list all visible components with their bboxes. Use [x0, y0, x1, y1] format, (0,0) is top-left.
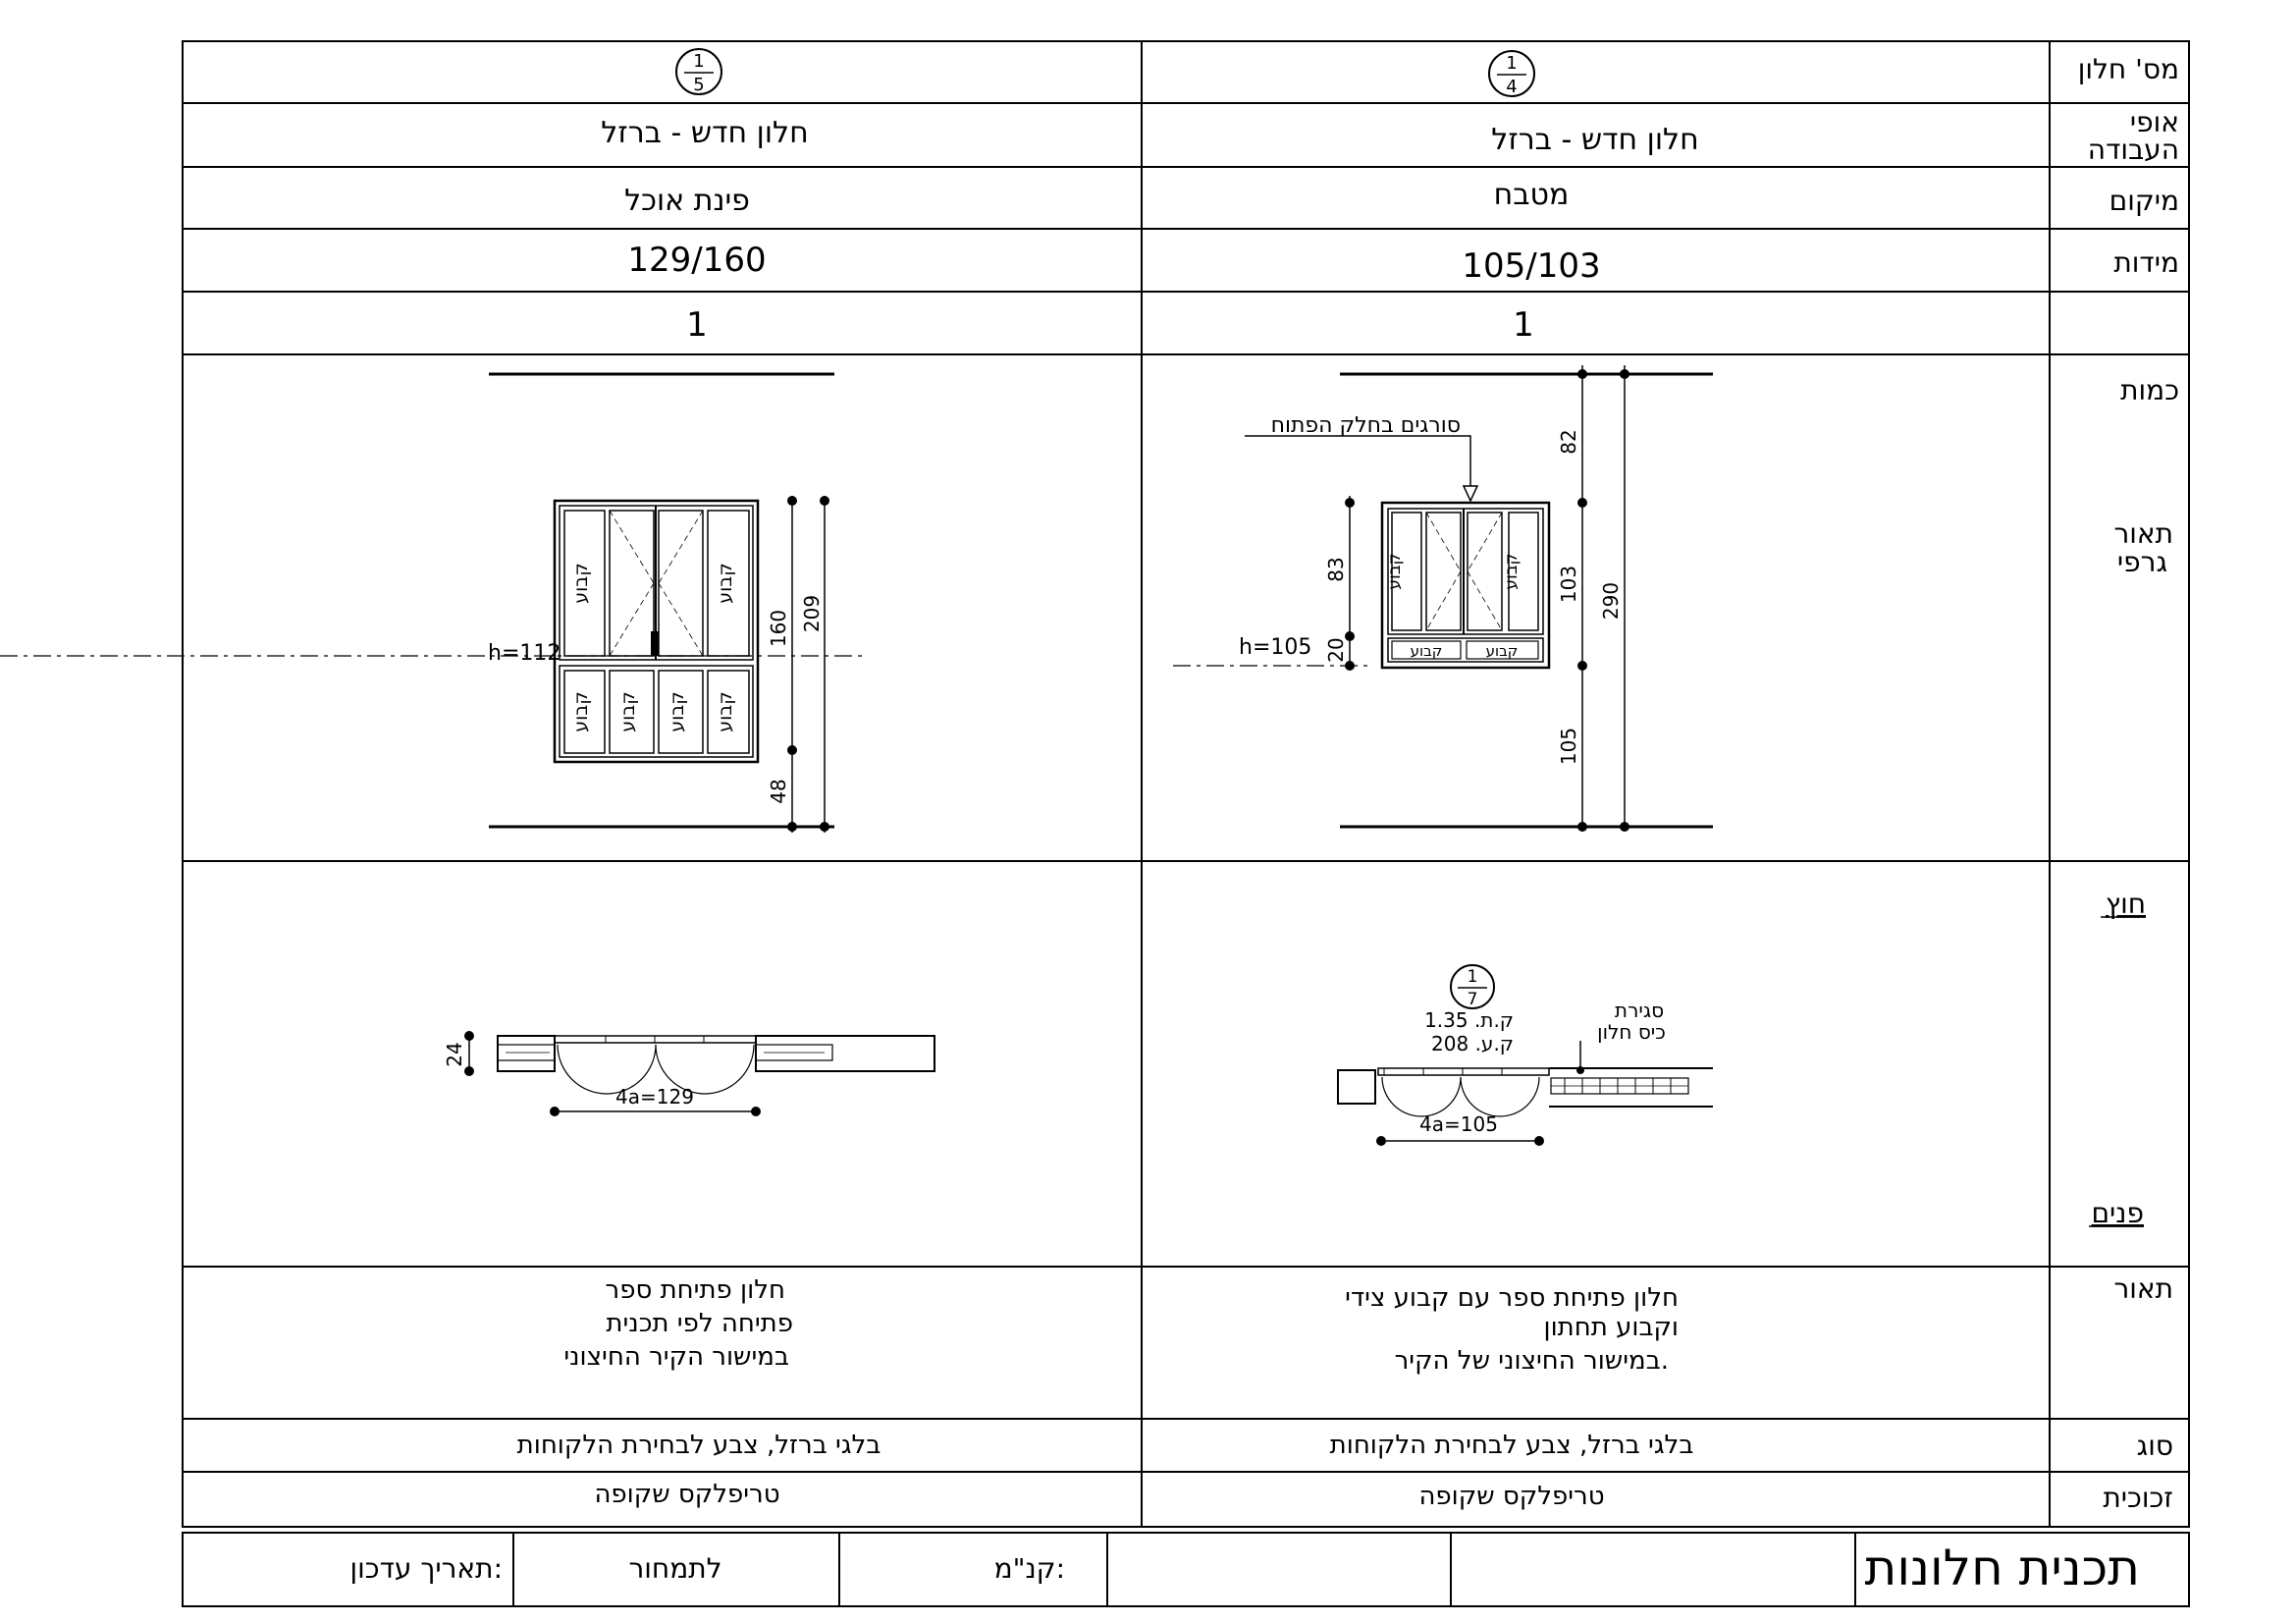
- dim-upper-pane: 83: [1324, 557, 1348, 582]
- plan-width: 4a=129: [615, 1085, 694, 1109]
- detail-number-bottom: 7: [1467, 990, 1478, 1009]
- type-w15: בלגי ברזל, צבע לבחירת הלקוחות: [516, 1431, 881, 1460]
- description-w15-line2: פתיחה לפי תכנית: [606, 1309, 793, 1338]
- dim-window: 160: [767, 609, 790, 648]
- dim-bottom: 105: [1557, 727, 1580, 766]
- header-graphic-1: תאור: [2113, 517, 2173, 550]
- plan-w14: [1338, 965, 1713, 1141]
- dimensions-w14: 105/103: [1462, 246, 1601, 286]
- update-date-label: תאריך עדכון:: [349, 1552, 503, 1585]
- header-location: מיקום: [2109, 185, 2179, 217]
- elevation-w14-labels: [1239, 413, 1623, 765]
- sill-label: h=112: [488, 641, 561, 666]
- header-work-type-1: אופי: [2129, 106, 2179, 138]
- header-underlines: [2089, 917, 2146, 1226]
- header-dimensions: מידות: [2113, 246, 2179, 279]
- window-number-top: 1: [1506, 53, 1518, 74]
- wall-thickness: 24: [443, 1042, 466, 1067]
- glazing-w14: טריפלקס שקופה: [1418, 1482, 1605, 1511]
- window-number-bottom: 4: [1506, 77, 1518, 97]
- pane-label: קבוע: [715, 563, 736, 604]
- window-number-top: 1: [693, 51, 705, 72]
- plan-w15-points: [464, 1031, 761, 1116]
- dim-total: 290: [1599, 581, 1623, 621]
- title-block: [350, 1540, 2140, 1596]
- plan-w15: [469, 1034, 934, 1111]
- pane-label: קבוע: [570, 563, 592, 604]
- dim-lower-pane: 20: [1324, 637, 1348, 663]
- scale-label: קנ"מ:: [993, 1552, 1065, 1585]
- pane-label: קבוע: [1410, 642, 1443, 660]
- work-type-w15: חלון חדש - ברזל: [601, 116, 809, 150]
- dim-top: 82: [1557, 429, 1580, 455]
- tender-label: לתמחור: [628, 1552, 722, 1585]
- location-w15: פינת אוכל: [624, 184, 750, 218]
- header-outside: חוץ: [2105, 888, 2146, 920]
- dim-bottom: 48: [767, 779, 790, 804]
- header-window-no: מס' חלון: [2077, 53, 2179, 85]
- pocket-label-1: סגירת: [1614, 999, 1665, 1022]
- window-number-1-4: [1489, 51, 1534, 97]
- header-graphic-2: גרפי: [2116, 546, 2167, 578]
- schedule-grid: [183, 41, 2189, 1527]
- description-w14-line2: וקבוע תחתון: [1543, 1313, 1679, 1342]
- pane-label: קבוע: [1485, 642, 1519, 660]
- window-number-1-5: [676, 49, 721, 95]
- header-quantity: כמות: [2120, 374, 2179, 406]
- window-number-bottom: 5: [693, 75, 705, 95]
- level-1: ק.ת. 1.35: [1424, 1008, 1514, 1032]
- quantity-w14: 1: [1513, 305, 1534, 345]
- location-w14: מטבח: [1493, 178, 1570, 212]
- dimensions-w15: 129/160: [627, 241, 767, 280]
- sheet-title: תכנית חלונות: [1864, 1540, 2140, 1596]
- level-2: ק.ע. 208: [1431, 1032, 1514, 1055]
- pocket-label-2: כיס חלון: [1597, 1020, 1666, 1044]
- pane-label: קבוע: [715, 691, 736, 732]
- header-glazing: זכוכית: [2103, 1482, 2173, 1514]
- description-w15-line1: חלון פתיחת ספר: [605, 1275, 785, 1305]
- pane-label: קבוע: [667, 691, 688, 732]
- pane-label: קבוע: [570, 691, 592, 732]
- description-w14-line1: חלון פתיחת ספר עם קבוע צידי: [1345, 1283, 1679, 1313]
- header-work-type-2: העבודה: [2087, 134, 2179, 166]
- row-headers: [2078, 53, 2179, 1514]
- detail-number-top: 1: [1467, 967, 1478, 987]
- elevation-w15-dim-points: [787, 496, 829, 832]
- plan-width: 4a=105: [1419, 1112, 1498, 1136]
- description-w14-line3: במישור החיצוני של הקיר.: [1394, 1346, 1669, 1376]
- header-inside: פנים: [2091, 1197, 2144, 1229]
- header-type: סוג: [2136, 1430, 2173, 1462]
- description-w15-line3: במישור הקיר החיצוני: [563, 1342, 789, 1372]
- pane-label: קבוע: [1502, 553, 1522, 590]
- sill-label: h=105: [1239, 635, 1312, 660]
- type-w14: בלגי ברזל, צבע לבחירת הלקוחות: [1329, 1431, 1694, 1460]
- pane-label: קבוע: [617, 691, 639, 732]
- note-bars: סורגים בחלק הפתוח: [1270, 413, 1461, 438]
- quantity-w15: 1: [686, 305, 708, 345]
- glazing-w15: טריפלקס שקופה: [594, 1480, 780, 1509]
- pane-label: קבוע: [1385, 553, 1405, 590]
- work-type-w14: חלון חדש - ברזל: [1491, 123, 1699, 157]
- header-description: תאור: [2113, 1272, 2173, 1305]
- dim-total: 209: [800, 594, 824, 633]
- dim-window: 103: [1557, 565, 1580, 604]
- plan-w14-labels: [1419, 967, 1666, 1136]
